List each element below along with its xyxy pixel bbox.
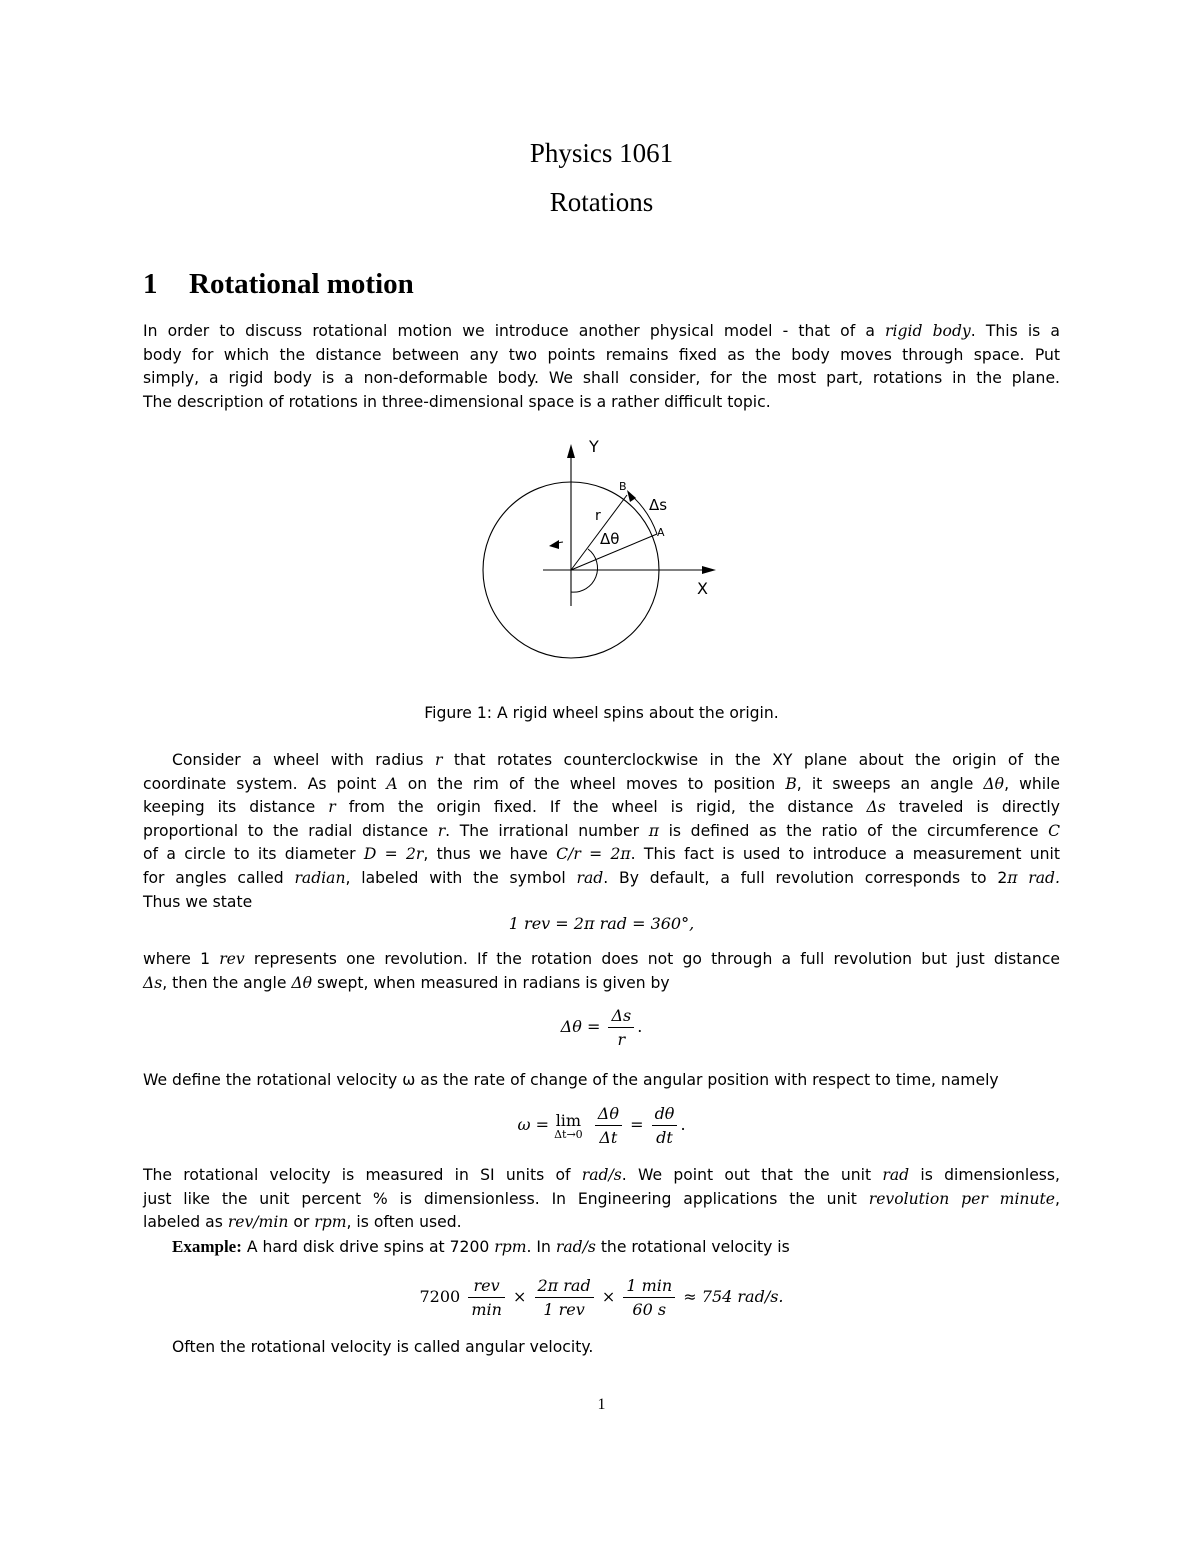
rotation-diagram bbox=[473, 428, 733, 668]
para-line: where 1 rev represents one revolution. If the rotation does not go through a full revolution but just distance bbox=[143, 950, 1060, 968]
equation-omega: ω = lim Δt→0 $\frac{\Delta\theta}{\Delta t}$ = $\frac{d\theta}{dt}$ . bbox=[517, 1104, 686, 1147]
equation-revolution: 1 rev = 2π rad = 360°, bbox=[508, 914, 695, 933]
equation-example: 7200 $\frac{\text{rev}}{\min}$ × $\frac{\text{2π rad}}{\text{1 rev}}$ × $\frac{1 \min}{60 s}$ ≈ 754 rad/s. bbox=[419, 1276, 784, 1319]
x-axis-arrowhead bbox=[702, 566, 716, 574]
example-line: Example: A hard disk drive spins at 7200 rpm. In rad/s the rotational velocity is bbox=[172, 1236, 790, 1256]
para-line: proportional to the radial distance r. The irrational number π is defined as the ratio of the circumference C bbox=[143, 821, 1060, 840]
intro-line: simply, a rigid body is a non-deformable body. We shall consider, for the most part, rotations in the plane. bbox=[143, 369, 1060, 388]
intro-line: In order to discuss rotational motion we introduce another physical model - that of a rigid body. This is a bbox=[143, 322, 1060, 340]
velocity-definition bbox=[143, 1069, 1060, 1093]
section-title: Rotational motion bbox=[189, 268, 414, 300]
figure-caption: Figure 1: A rigid wheel spins about the origin. bbox=[424, 704, 779, 722]
para-line: just like the unit percent % is dimensionless. In Engineering applications the unit revolution per minute, bbox=[143, 1189, 1060, 1208]
radian-paragraph bbox=[143, 948, 1060, 995]
page-number: 1 bbox=[597, 1396, 606, 1413]
angle-arc-inner bbox=[571, 549, 598, 592]
intro-paragraph bbox=[143, 320, 1060, 414]
section-heading bbox=[143, 268, 414, 301]
document-page bbox=[143, 0, 1060, 1553]
arc-arrowhead bbox=[627, 490, 636, 502]
label-y: Y bbox=[589, 437, 599, 456]
intro-line: The description of rotations in three-dimensional space is a rather difficult topic. bbox=[143, 392, 771, 411]
para-line: coordinate system. As point A on the rim of the wheel moves to position B, it sweeps an angle Δθ, while bbox=[143, 774, 1060, 793]
para-line: Δs, then the angle Δθ swept, when measured in radians is given by bbox=[143, 973, 670, 992]
para-line: Often the rotational velocity is called angular velocity. bbox=[172, 1338, 594, 1356]
topic-title: Rotations bbox=[549, 187, 654, 217]
para-line: The rotational velocity is measured in SI units of rad/s. We point out that the unit rad is dimensionless, bbox=[143, 1166, 1061, 1184]
para-line: keeping its distance r from the origin fixed. If the wheel is rigid, the distance Δs traveled is directly bbox=[143, 798, 1060, 817]
closing-paragraph bbox=[143, 1336, 1060, 1360]
label-a: A bbox=[657, 526, 665, 539]
para-line: Consider a wheel with radius r that rotates counterclockwise in the XY plane about the origin of the bbox=[172, 751, 1060, 769]
para-line: of a circle to its diameter D = 2r, thus we have C/r = 2π. This fact is used to introduce a measurement unit bbox=[143, 845, 1061, 864]
label-delta-theta: Δθ bbox=[600, 530, 620, 548]
label-r: r bbox=[595, 508, 601, 524]
intro-line: body for which the distance between any two points remains fixed as the body moves through space. Put bbox=[143, 345, 1060, 364]
label-delta-s: Δs bbox=[649, 496, 668, 514]
para-line: labeled as rev/min or rpm, is often used. bbox=[143, 1213, 462, 1232]
para-line: Thus we state bbox=[143, 892, 253, 911]
y-axis-arrowhead bbox=[567, 444, 575, 458]
units-paragraph bbox=[143, 1164, 1060, 1259]
para-line: for angles called radian, labeled with the symbol rad. By default, a full revolution corresponds to 2π rad. bbox=[143, 868, 1060, 887]
para-line: We define the rotational velocity ω as the rate of change of the angular position with respect to time, namely bbox=[143, 1071, 999, 1089]
course-title: Physics 1061 bbox=[529, 138, 674, 168]
label-x: X bbox=[697, 579, 708, 598]
equation-delta-theta: Δθ = $\frac{\Delta s}{r}$ . bbox=[560, 1006, 643, 1049]
section-number: 1 bbox=[143, 268, 158, 300]
label-b: B bbox=[619, 480, 627, 493]
wheel-paragraph bbox=[143, 749, 1060, 914]
rotation-arrowhead bbox=[549, 540, 559, 549]
